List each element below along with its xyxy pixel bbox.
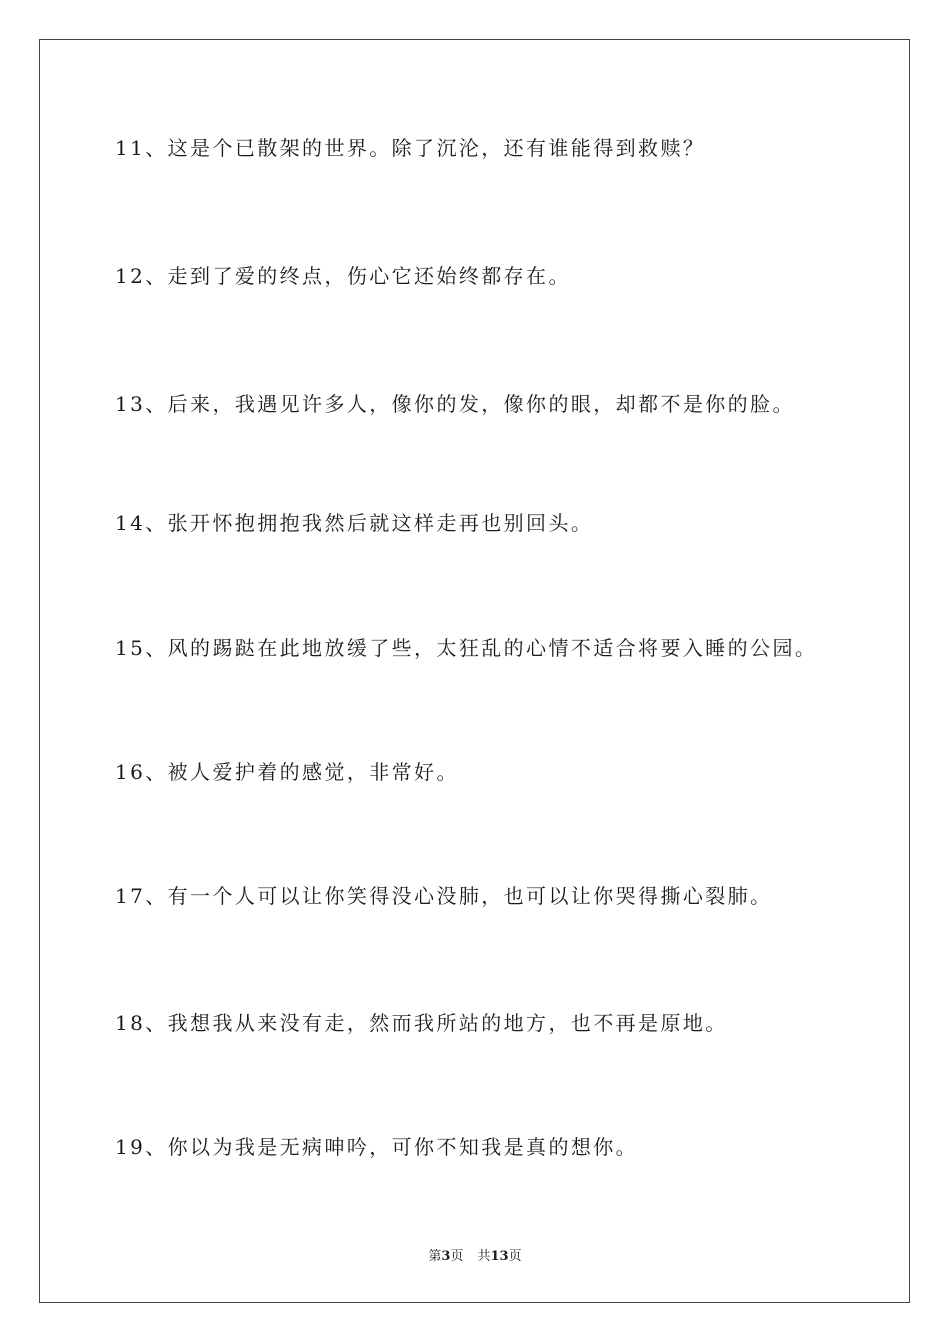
- text-line-17: 17、有一个人可以让你笑得没心没肺，也可以让你哭得撕心裂肺。: [115, 884, 773, 908]
- page-border: [39, 39, 910, 1303]
- page-footer: [0, 1249, 950, 1265]
- text-line-13: 13、后来，我遇见许多人，像你的发，像你的眼，却都不是你的脸。: [115, 392, 795, 416]
- text-line-18: 18、我想我从来没有走，然而我所站的地方，也不再是原地。: [115, 1011, 728, 1035]
- text-line-15: 15、风的踢跶在此地放缓了些，太狂乱的心情不适合将要入睡的公园。: [115, 636, 818, 660]
- text-line-19: 19、你以为我是无病呻吟，可你不知我是真的想你。: [115, 1135, 639, 1159]
- page-number: 第3页: [428, 1249, 464, 1264]
- text-line-16: 16、被人爱护着的感觉，非常好。: [115, 760, 459, 784]
- total-pages: 共13页: [477, 1249, 522, 1264]
- text-line-12: 12、走到了爱的终点，伤心它还始终都存在。: [115, 264, 571, 288]
- text-line-11: 11、这是个已散架的世界。除了沉沦，还有谁能得到救赎？: [115, 136, 706, 160]
- text-line-14: 14、张开怀抱拥抱我然后就这样走再也别回头。: [115, 511, 594, 535]
